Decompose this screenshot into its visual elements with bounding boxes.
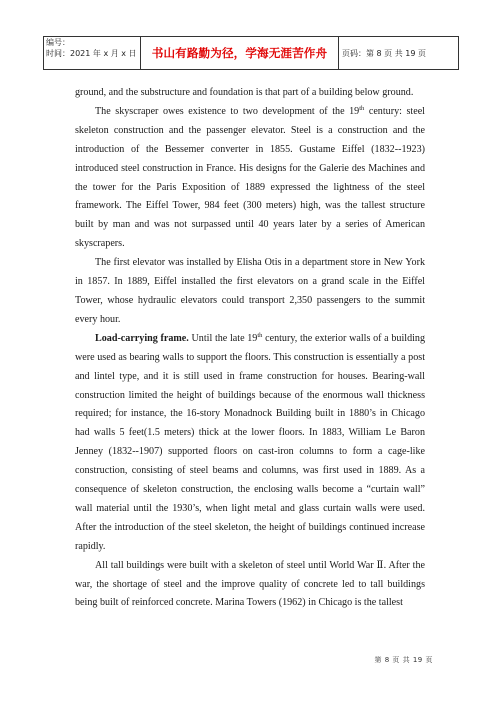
paragraph-2-part-a: The skyscraper owes existence to two development of the 19: [95, 105, 360, 117]
header-meta: [44, 37, 141, 69]
header-motto: 书山有路勤为径，学海无涯苦作舟: [141, 37, 339, 69]
header-page-info: 页码：第 8 页 共 19 页: [342, 48, 426, 58]
page-footer: 第 8 页 共 19 页: [374, 656, 433, 664]
header-time-label: 时间：2021 年 x 月 x 日: [46, 48, 137, 58]
paragraph-4-part-a: Until the late 19: [188, 332, 258, 344]
paragraph-5: All tall buildings were built with a skeleton of steel until World War Ⅱ. After the war, the shortage of steel and the improve quality of concrete led to tall buildings being built of reinforced concrete. Marina Towers (1962) in Chicago is the tallest: [75, 559, 425, 609]
paragraph-4: [75, 330, 425, 557]
header-number-label: 编号：: [46, 38, 70, 47]
superscript-th: th: [257, 331, 263, 339]
page-header: [43, 36, 459, 70]
paragraph-2: [75, 103, 425, 254]
paragraph-1: ground, and the substructure and foundation is that part of a building below ground.: [75, 87, 414, 98]
superscript-th: th: [359, 104, 365, 112]
paragraph-3: The first elevator was installed by Elisha Otis in a department store in New York in 1857. In 1889, Eiffel installed the first elevators on a grand scale in the Eiffel Tower, whose hydraulic elevators could transport 2,350 passengers to the summit every hour.: [75, 257, 425, 325]
section-heading-load-carrying-frame: Load-carrying frame.: [95, 332, 189, 344]
paragraph-2-part-b: century: steel skeleton construction and the passenger elevator. Steel is a construction and the introduction of the Bessemer converter in 1855. Gustame Eiffel (1832--1923) introduced steel construction in France. His designs for the Galerie des Machines and the tower for the Paris Exposition of 1889 expressed the lightness of the steel framework. The Eiffel Tower, 984 feet (300 meters) high, was the tallest structure built by man and was not surpassed until 40 years later by a series of American skyscrapers.: [75, 105, 425, 250]
document-body: [75, 84, 425, 613]
paragraph-4-part-b: century, the exterior walls of a building were used as bearing walls to support the floors. This construction is essentially a post and lintel type, and it is still used in frame construction for houses. Bearing-wall construction limited the height of buildings because of the enormous wall thickness required; for instance, the 16-story Monadnock Building built in 1880’s in Chicago had walls 5 feet(1.5 meters) thick at the lower floors. In 1883, William Le Baron Jenney (1832--1907) supported floors on cast-iron columns to form a cage-like construction, consisting of steel beams and columns, was first used in 1889. As a consequence of skeleton construction, the enclosing walls become a “curtain wall” wall material until the 1930’s, when light metal and glass curtain walls were used. After the introduction of the steel skeleton, the height of buildings continued increase rapidly.: [75, 332, 426, 552]
